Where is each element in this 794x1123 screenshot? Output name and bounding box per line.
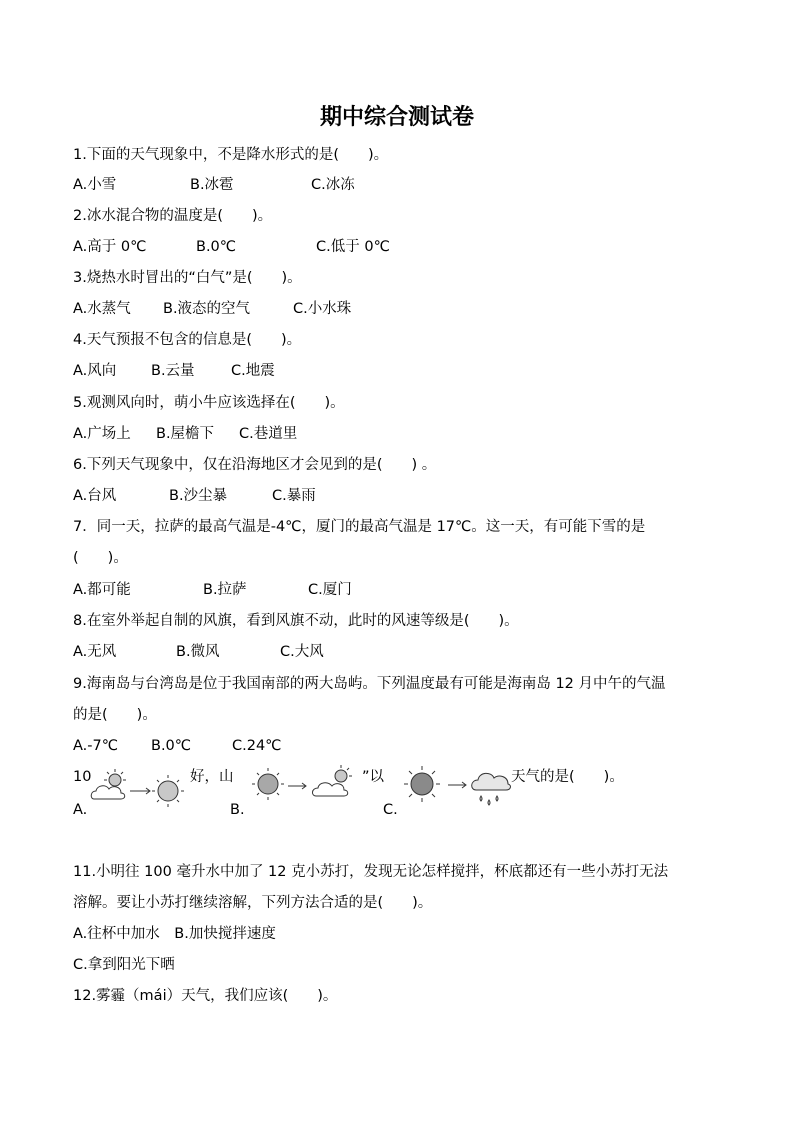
question-4: 4.天气预报不包含的信息是( )。	[73, 332, 302, 348]
q8-option-c: C.大风	[280, 644, 324, 660]
cloudy-to-sunny-icon	[88, 765, 198, 813]
q9-option-c: C.24℃	[232, 738, 282, 754]
q2-option-a: A.高于 0℃	[73, 239, 147, 255]
q5-option-a: A.广场上	[73, 426, 131, 442]
question-11-line-1: 11.小明往 100 毫升水中加了 12 克小苏打，发现无论怎样搅拌，杯底都还有一些小苏打无法	[73, 864, 669, 880]
q11-option-ab: A.往杯中加水 B.加快搅拌速度	[73, 926, 276, 942]
question-2: 2.冰水混合物的温度是( )。	[73, 208, 273, 224]
q10-option-c: C.	[383, 802, 398, 818]
question-11-line-2: 溶解。要让小苏打继续溶解，下列方法合适的是( )。	[73, 895, 433, 911]
question-5: 5.观测风向时，萌小牛应该选择在( )。	[73, 395, 345, 411]
question-9-line-2: 的是( )。	[73, 707, 157, 723]
question-10-text-3: 天气的是( )。	[511, 769, 624, 785]
q3-option-a: A.水蒸气	[73, 301, 131, 317]
q1-option-c: C.冰冻	[311, 177, 355, 193]
question-10-text-2: ”以	[362, 769, 385, 785]
question-10-text-1: 好，山	[190, 769, 234, 785]
q9-option-a: A.-7℃	[73, 738, 119, 754]
question-1: 1.下面的天气现象中，不是降水形式的是( )。	[73, 147, 389, 163]
question-9-line-1: 9.海南岛与台湾岛是位于我国南部的两大岛屿。下列温度最有可能是海南岛 12 月中午的气温	[73, 676, 666, 692]
q6-option-c: C.暴雨	[272, 488, 316, 504]
q1-option-b: B.冰雹	[190, 177, 234, 193]
page-title: 期中综合测试卷	[319, 104, 474, 130]
q11-option-c: C.拿到阳光下晒	[73, 957, 175, 973]
question-7-line-1: 7．同一天，拉萨的最高气温是-4℃，厦门的最高气温是 17℃。这一天，有可能下雪的是	[73, 519, 646, 535]
q3-option-b: B.液态的空气	[163, 301, 251, 317]
question-10-start: 10	[73, 769, 92, 785]
question-6: 6.下列天气现象中，仅在沿海地区才会见到的是( ) 。	[73, 457, 437, 473]
q2-option-b: B.0℃	[196, 239, 237, 255]
q3-option-c: C.小水珠	[293, 301, 352, 317]
sunny-to-rain-icon	[398, 760, 512, 816]
sunny-to-cloudy-icon	[248, 762, 360, 812]
q6-option-a: A.台风	[73, 488, 117, 504]
q6-option-b: B.沙尘暴	[169, 488, 228, 504]
q10-option-b: B.	[230, 802, 245, 818]
q5-option-c: C.巷道里	[239, 426, 298, 442]
q7-option-c: C.厦门	[308, 582, 352, 598]
q4-option-a: A.风向	[73, 363, 117, 379]
question-7-line-2: ( )。	[73, 550, 128, 566]
q8-option-a: A.无风	[73, 644, 117, 660]
q4-option-b: B.云量	[151, 363, 195, 379]
q4-option-c: C.地震	[231, 363, 275, 379]
q9-option-b: B.0℃	[151, 738, 192, 754]
question-8: 8.在室外举起自制的风旗，看到风旗不动，此时的风速等级是( )。	[73, 613, 519, 629]
q7-option-a: A.都可能	[73, 582, 131, 598]
question-3: 3.烧热水时冒出的“白气”是( )。	[73, 270, 302, 286]
q7-option-b: B.拉萨	[203, 582, 247, 598]
q2-option-c: C.低于 0℃	[316, 239, 390, 255]
question-12: 12.雾霾（mái）天气，我们应该( )。	[73, 988, 338, 1004]
q1-option-a: A.小雪	[73, 177, 117, 193]
q10-option-a: A.	[73, 802, 88, 818]
q8-option-b: B.微风	[176, 644, 220, 660]
q5-option-b: B.屋檐下	[156, 426, 215, 442]
